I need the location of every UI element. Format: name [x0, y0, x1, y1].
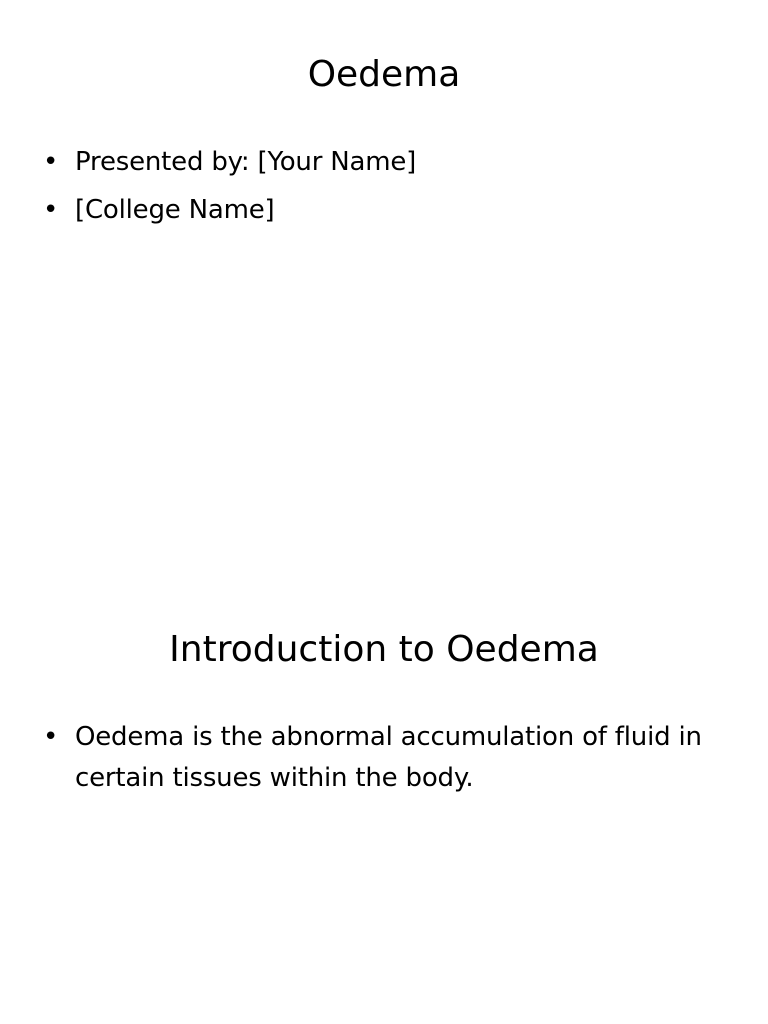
slide-introduction: [0, 512, 768, 1024]
bullet-icon: •: [43, 722, 59, 752]
bullet-list: [0, 142, 768, 238]
bullet-icon: •: [43, 195, 59, 225]
bullet-text: [College Name]: [75, 195, 275, 225]
slide-title: Oedema: [307, 54, 461, 95]
bullet-item-definition: [0, 717, 768, 799]
slide-title: Introduction to Oedema: [169, 629, 599, 670]
bullet-text: Oedema is the abnormal accumulation of fluid in certain tissues within the body.: [75, 722, 702, 793]
bullet-item-college: [0, 190, 768, 230]
bullet-list: [0, 717, 768, 807]
bullet-icon: •: [43, 147, 59, 177]
bullet-text: Presented by: [Your Name]: [75, 147, 417, 177]
bullet-item-presenter: [0, 142, 768, 182]
